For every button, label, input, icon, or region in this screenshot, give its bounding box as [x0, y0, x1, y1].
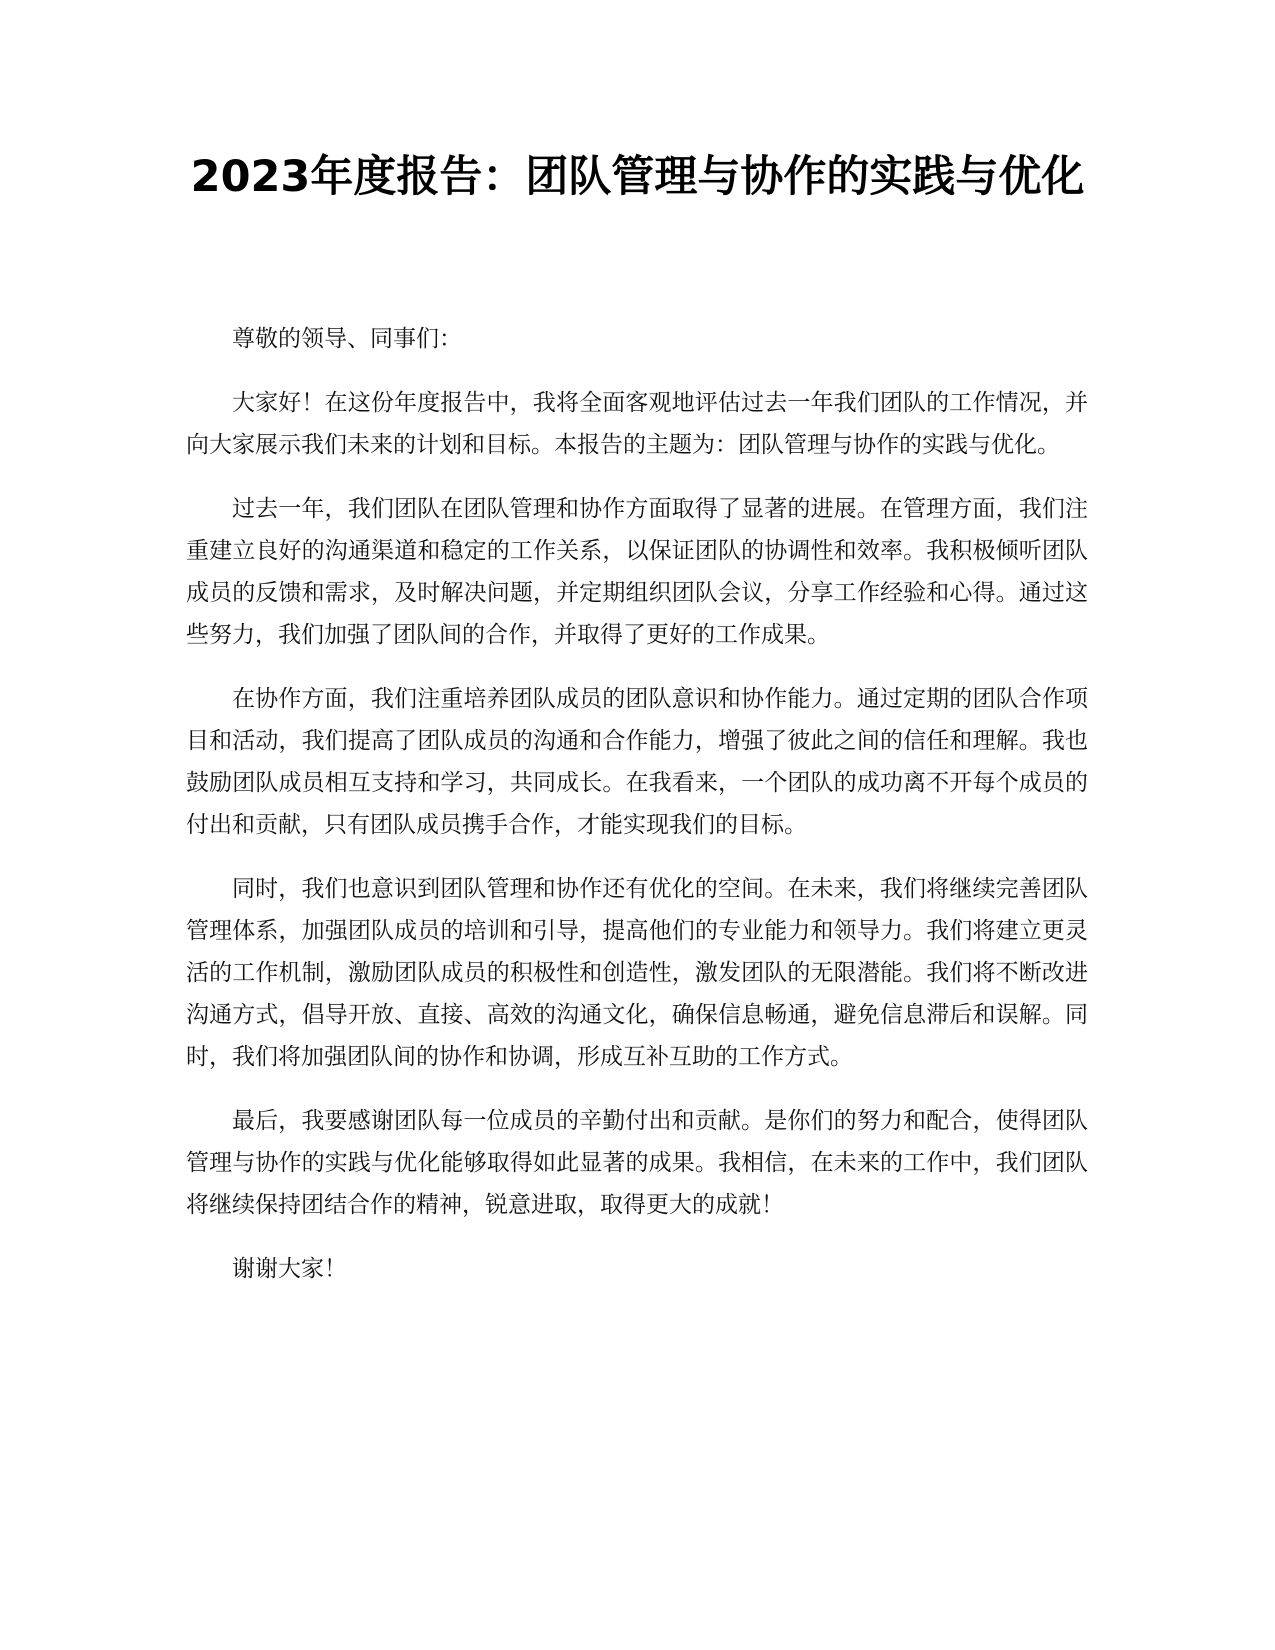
optimization-paragraph: 同时，我们也意识到团队管理和协作还有优化的空间。在未来，我们将继续完善团队管理体系，加强团队成员的培训和引导，提高他们的专业能力和领导力。我们将建立更灵活的工作机制，激励团队成员的积极性和创造性，激发团队的无限潜能。我们将不断改进沟通方式，倡导开放、直接、高效的沟通文化，确保信息畅通，避免信息滞后和误解。同时，我们将加强团队间的协作和协调，形成互补互助的工作方式。 — [186, 876, 1088, 1070]
intro-paragraph: 大家好！在这份年度报告中，我将全面客观地评估过去一年我们团队的工作情况，并向大家展示我们未来的计划和目标。本报告的主题为：团队管理与协作的实践与优化。 — [186, 390, 1088, 458]
document-title: 2023年度报告：团队管理与协作的实践与优化 — [190, 152, 1085, 202]
document-body — [186, 318, 1088, 1312]
collaboration-paragraph: 在协作方面，我们注重培养团队成员的团队意识和协作能力。通过定期的团队合作项目和活动，我们提高了团队成员的沟通和合作能力，增强了彼此之间的信任和理解。我也鼓励团队成员相互支持和学习，共同成长。在我看来，一个团队的成功离不开每个成员的付出和贡献，只有团队成员携手合作，才能实现我们的目标。 — [186, 686, 1088, 838]
salutation-paragraph: 尊敬的领导、同事们： — [232, 326, 462, 352]
thanks-paragraph: 最后，我要感谢团队每一位成员的辛勤付出和贡献。是你们的努力和配合，使得团队管理与协作的实践与优化能够取得如此显著的成果。我相信，在未来的工作中，我们团队将继续保持团结合作的精神，锐意进取，取得更大的成就！ — [186, 1108, 1088, 1218]
management-paragraph: 过去一年，我们团队在团队管理和协作方面取得了显著的进展。在管理方面，我们注重建立良好的沟通渠道和稳定的工作关系，以保证团队的协调性和效率。我积极倾听团队成员的反馈和需求，及时解决问题，并定期组织团队会议，分享工作经验和心得。通过这些努力，我们加强了团队间的合作，并取得了更好的工作成果。 — [186, 496, 1088, 648]
closing-paragraph: 谢谢大家！ — [232, 1256, 347, 1282]
